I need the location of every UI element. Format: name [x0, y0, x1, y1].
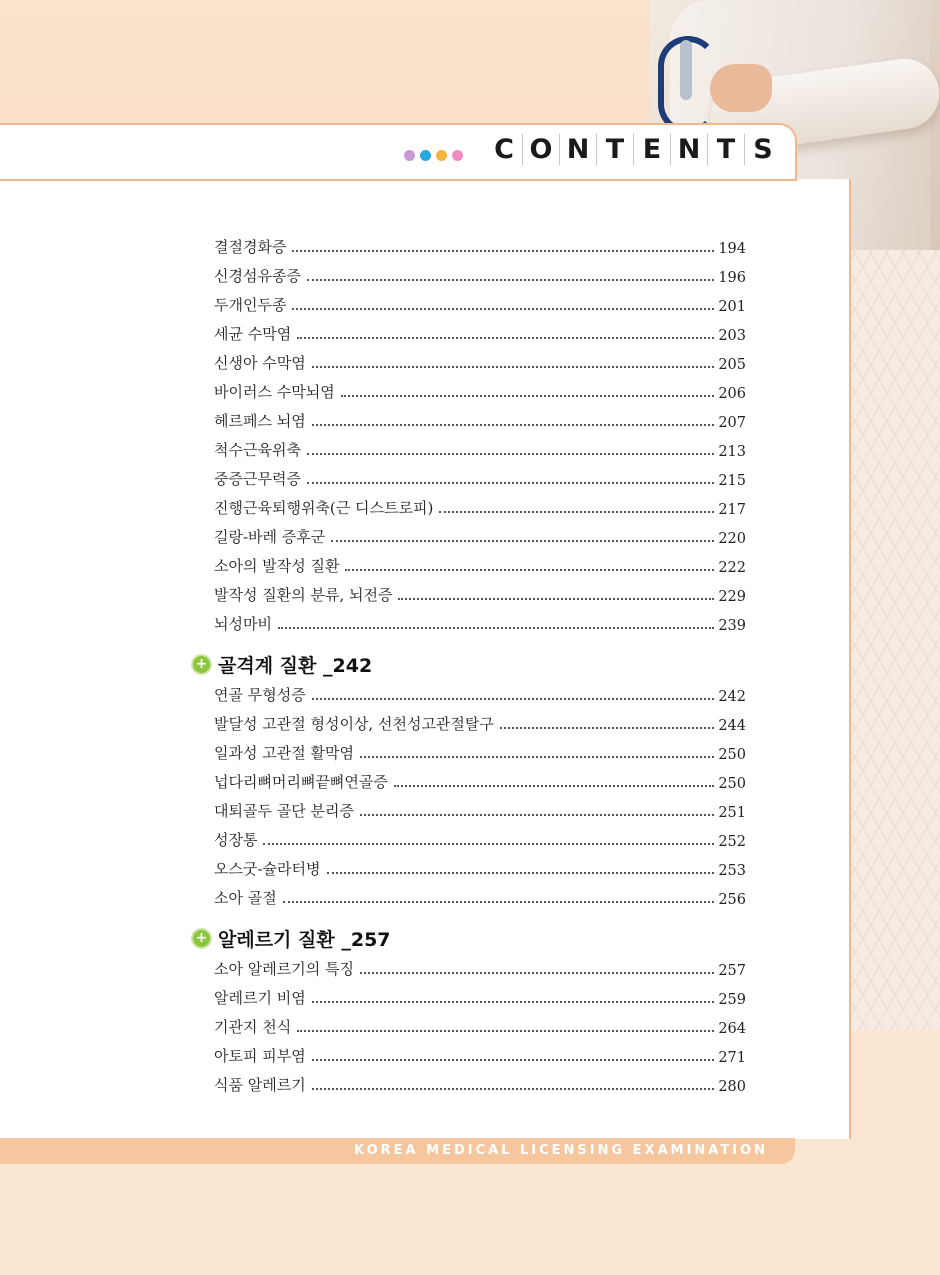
section-heading-allergy[interactable] — [191, 925, 391, 951]
title-letter: E — [633, 134, 670, 165]
toc-entry-page: 256 — [718, 892, 746, 908]
toc-entry[interactable] — [214, 322, 746, 344]
toc-entry-page: 207 — [718, 415, 746, 431]
toc-entry-label: 아토피 피부염 — [214, 1047, 306, 1065]
toc-entry-label: 대퇴골두 골단 분리증 — [214, 802, 354, 820]
stethoscope-chestpiece-icon — [680, 40, 692, 100]
toc-entry-label: 식품 알레르기 — [214, 1076, 306, 1094]
toc-entry-page: 253 — [718, 863, 746, 879]
toc-entry[interactable] — [214, 1044, 746, 1066]
toc-entry[interactable] — [214, 770, 746, 792]
dot-leader — [360, 813, 714, 816]
toc-entry-label: 발작성 질환의 분류, 뇌전증 — [214, 586, 393, 604]
toc-entry-page: 194 — [718, 241, 746, 257]
header-dots — [404, 146, 468, 165]
toc-entry-page: 252 — [718, 834, 746, 850]
dot-leader — [360, 971, 714, 974]
dot-leader — [292, 249, 714, 252]
toc-entry-label: 바이러스 수막뇌염 — [214, 383, 335, 401]
toc-entry[interactable] — [214, 986, 746, 1008]
toc-entry[interactable] — [214, 264, 746, 286]
toc-entry-page: 203 — [718, 328, 746, 344]
dot-leader — [297, 336, 714, 339]
dot-leader — [312, 1087, 715, 1090]
dot-leader — [331, 539, 714, 542]
toc-entry[interactable] — [214, 525, 746, 547]
toc-entry-label: 세균 수막염 — [214, 325, 292, 343]
toc-entry-page: 280 — [718, 1079, 746, 1095]
toc-entry-label: 성장통 — [214, 831, 258, 849]
section-heading-skeletal[interactable] — [191, 651, 372, 677]
toc-entry[interactable] — [214, 467, 746, 489]
toc-entry[interactable] — [214, 886, 746, 908]
dot-leader — [312, 697, 715, 700]
toc-entry[interactable] — [214, 799, 746, 821]
dot-leader — [307, 452, 714, 455]
toc-entry-label: 길랑-바레 증후군 — [214, 528, 326, 546]
toc-entry-page: 242 — [718, 689, 746, 705]
dot-purple — [404, 150, 415, 161]
toc-entry-label: 넙다리뼈머리뼈끝뼈연골증 — [214, 773, 388, 791]
dot-leader — [312, 1058, 715, 1061]
toc-entry-page: 271 — [718, 1050, 746, 1066]
toc-entry-page: 239 — [718, 618, 746, 634]
dot-pink — [452, 150, 463, 161]
side-pattern — [850, 250, 940, 1030]
toc-entry-label: 연골 무형성증 — [214, 686, 306, 704]
title-letter: S — [744, 134, 781, 165]
dot-yellow — [436, 150, 447, 161]
dot-blue — [420, 150, 431, 161]
toc-entry-label: 척수근육위축 — [214, 441, 301, 459]
dot-leader — [278, 626, 714, 629]
title-letter: T — [707, 134, 744, 165]
toc-entry[interactable] — [214, 351, 746, 373]
toc-entry-label: 오스굿-슐라터병 — [214, 860, 321, 878]
section-title: 골격계 질환 _242 — [218, 654, 373, 677]
toc-entry-page: 213 — [718, 444, 746, 460]
toc-entry-label: 발달성 고관절 형성이상, 선천성고관절탈구 — [214, 715, 494, 733]
toc-entry[interactable] — [214, 554, 746, 576]
toc-entry-page: 206 — [718, 386, 746, 402]
dot-leader — [312, 423, 715, 426]
dot-leader — [345, 568, 714, 571]
dot-leader — [283, 900, 715, 903]
toc-entry-page: 196 — [718, 270, 746, 286]
toc-entry[interactable] — [214, 741, 746, 763]
title-letter: N — [670, 134, 707, 165]
toc-entry-page: 220 — [718, 531, 746, 547]
toc-entry[interactable] — [214, 1073, 746, 1095]
toc-entry[interactable] — [214, 496, 746, 518]
toc-entry-label: 두개인두종 — [214, 296, 287, 314]
toc-entry[interactable] — [214, 683, 746, 705]
toc-entry-page: 259 — [718, 992, 746, 1008]
toc-entry-page: 250 — [718, 747, 746, 763]
toc-entry[interactable] — [214, 438, 746, 460]
dot-leader — [297, 1029, 714, 1032]
dot-leader — [360, 755, 714, 758]
toc-entry-label: 신생아 수막염 — [214, 354, 306, 372]
page-title — [486, 134, 781, 165]
toc-entry[interactable] — [214, 712, 746, 734]
toc-entry-label: 진행근육퇴행위축(근 디스트로피) — [214, 499, 434, 517]
toc-entry-label: 소아 알레르기의 특징 — [214, 960, 354, 978]
title-letter: N — [559, 134, 596, 165]
toc-entry[interactable] — [214, 583, 746, 605]
toc-entry-label: 헤르페스 뇌염 — [214, 412, 306, 430]
toc-entry[interactable] — [214, 380, 746, 402]
doctor-hand-graphic — [710, 64, 772, 112]
section-title: 알레르기 질환 _257 — [218, 928, 391, 951]
dot-leader — [439, 510, 714, 513]
toc-entry-label: 소아 골절 — [214, 889, 277, 907]
title-letter: O — [522, 134, 559, 165]
dot-leader — [398, 597, 714, 600]
content-paper — [0, 179, 851, 1139]
title-letter: T — [596, 134, 633, 165]
toc-entry-label: 결절경화증 — [214, 238, 287, 256]
toc-entry-page: 217 — [718, 502, 746, 518]
toc-entry-page: 215 — [718, 473, 746, 489]
dot-leader — [394, 784, 714, 787]
footer-text: KOREA MEDICAL LICENSING EXAMINATION — [354, 1143, 768, 1158]
toc-entry-page: 251 — [718, 805, 746, 821]
toc-entry-label: 중증근무력증 — [214, 470, 301, 488]
toc-entry-page: 205 — [718, 357, 746, 373]
toc-entry-page: 201 — [718, 299, 746, 315]
toc-entry-page: 264 — [718, 1021, 746, 1037]
dot-leader — [292, 307, 714, 310]
dot-leader — [327, 871, 715, 874]
dot-leader — [341, 394, 715, 397]
toc-entry-label: 신경섬유종증 — [214, 267, 301, 285]
toc-entry-label: 기관지 천식 — [214, 1018, 292, 1036]
toc-entry[interactable] — [214, 1015, 746, 1037]
title-letter: C — [494, 134, 514, 165]
toc-entry-page: 229 — [718, 589, 746, 605]
dot-leader — [312, 1000, 715, 1003]
toc-entry-label: 소아의 발작성 질환 — [214, 557, 340, 575]
dot-leader — [263, 842, 714, 845]
toc-entry[interactable] — [214, 612, 746, 634]
plus-circle-icon: + — [191, 654, 212, 675]
toc-entry[interactable] — [214, 235, 746, 257]
dot-leader — [307, 481, 714, 484]
toc-entry-page: 257 — [718, 963, 746, 979]
dot-leader — [500, 726, 714, 729]
toc-entry-page: 244 — [718, 718, 746, 734]
toc-entry-label: 알레르기 비염 — [214, 989, 306, 1007]
toc-entry[interactable] — [214, 293, 746, 315]
toc-entry[interactable] — [214, 828, 746, 850]
dot-leader — [312, 365, 715, 368]
plus-circle-icon: + — [191, 928, 212, 949]
toc-entry-page: 250 — [718, 776, 746, 792]
toc-entry-page: 222 — [718, 560, 746, 576]
toc-entry[interactable] — [214, 409, 746, 431]
toc-entry[interactable] — [214, 957, 746, 979]
dot-leader — [307, 278, 714, 281]
toc-entry-label: 일과성 고관절 활막염 — [214, 744, 354, 762]
toc-entry-label: 뇌성마비 — [214, 615, 272, 633]
toc-entry[interactable] — [214, 857, 746, 879]
